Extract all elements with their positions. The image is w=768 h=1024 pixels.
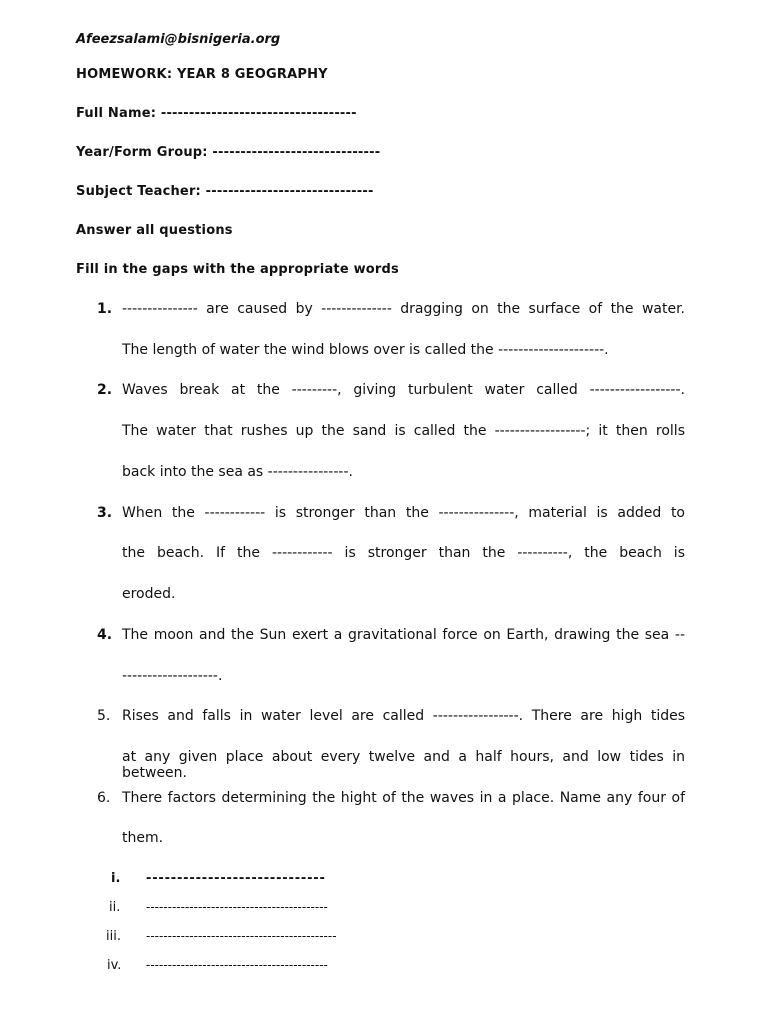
instruction-fill-gaps: Fill in the gaps with the appropriate words	[76, 262, 399, 277]
answer-ii-label: ii.	[109, 900, 121, 915]
question-2-line-1: Waves break at the ---------, giving turbulent water called ------------------.	[122, 382, 685, 398]
question-1-line-1: --------------- are caused by -------------- dragging on the surface of the water.	[122, 301, 685, 317]
question-6-line-1: There factors determining the hight of the waves in a place. Name any four of	[122, 790, 685, 806]
question-2-line-3: back into the sea as ----------------.	[122, 464, 353, 480]
answer-i-line: -----------------------------	[146, 871, 326, 886]
question-5-line-2: at any given place about every twelve and a half hours, and low tides in between.	[122, 749, 685, 781]
answer-iii-label: iii.	[106, 929, 121, 944]
question-4-line-1: The moon and the Sun exert a gravitational force on Earth, drawing the sea --	[122, 627, 685, 643]
question-4-line-2: -------------------.	[122, 668, 223, 684]
question-2-number: 2.	[97, 382, 113, 398]
worksheet-title: HOMEWORK: YEAR 8 GEOGRAPHY	[76, 67, 328, 82]
question-3-line-1: When the ------------ is stronger than the ---------------, material is added to	[122, 505, 685, 521]
question-5-number: 5.	[97, 708, 111, 724]
question-6-number: 6.	[97, 790, 111, 806]
question-4-number: 4.	[97, 627, 113, 643]
author-email: Afeezsalami@bisnigeria.org	[76, 32, 281, 47]
question-3-line-2: the beach. If the ------------ is stronger than the ----------, the beach is	[122, 545, 685, 561]
question-5-line-1: Rises and falls in water level are called -----------------. There are high tides	[122, 708, 685, 724]
answer-iii-line: --------------------------------------------	[146, 929, 337, 943]
answer-ii-line: ------------------------------------------	[146, 900, 328, 914]
question-3-number: 3.	[97, 505, 113, 521]
answer-iv-line: ------------------------------------------	[146, 958, 328, 972]
question-1-line-2: The length of water the wind blows over is called the ---------------------.	[122, 342, 609, 358]
question-3-line-3: eroded.	[122, 586, 176, 602]
full-name-field: Full Name: -----------------------------------	[76, 106, 357, 121]
question-2-line-2: The water that rushes up the sand is called the ------------------; it then rolls	[122, 423, 685, 439]
instruction-answer-all: Answer all questions	[76, 223, 233, 238]
year-group-field: Year/Form Group: ------------------------------	[76, 145, 381, 160]
question-6-line-2: them.	[122, 830, 164, 846]
answer-i-label: i.	[111, 871, 121, 886]
answer-iv-label: iv.	[107, 958, 122, 973]
question-1-number: 1.	[97, 301, 113, 317]
subject-teacher-field: Subject Teacher: ------------------------------	[76, 184, 374, 199]
